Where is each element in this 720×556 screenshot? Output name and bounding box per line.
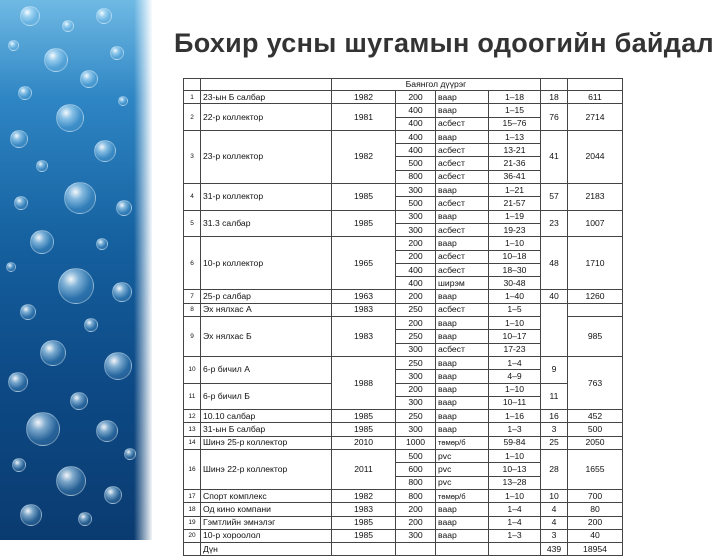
page-title: Бохир усны шугамын одоогийн байдал	[174, 28, 714, 58]
well-range: 1‒10	[489, 383, 541, 396]
year: 1982	[332, 130, 396, 183]
row-number: 10	[184, 356, 201, 383]
line-name: 22-р коллектор	[201, 104, 332, 131]
well-range: 1‒15	[489, 104, 541, 117]
material: pvc	[436, 450, 489, 463]
table-body	[184, 79, 623, 556]
well-range: 4‒9	[489, 370, 541, 383]
material: ваар	[436, 370, 489, 383]
row-number: 20	[184, 529, 201, 542]
well-range: 10‒13	[489, 463, 541, 476]
table-row	[184, 290, 623, 303]
length: 1260	[568, 290, 623, 303]
total-empty	[489, 543, 541, 556]
year: 1988	[332, 356, 396, 409]
year: 1981	[332, 104, 396, 131]
diameter: 300	[396, 343, 436, 356]
diameter: 300	[396, 396, 436, 409]
diameter: 600	[396, 463, 436, 476]
well-range: 13-21	[489, 144, 541, 157]
material: ваар	[436, 184, 489, 197]
line-name: 6-р бичил Б	[201, 383, 332, 410]
well-range: 21-36	[489, 157, 541, 170]
year: 1985	[332, 529, 396, 542]
material: ваар	[436, 290, 489, 303]
material: асбест	[436, 157, 489, 170]
table-row	[184, 516, 623, 529]
well-range: 1‒4	[489, 516, 541, 529]
wells-count: 23	[541, 210, 568, 237]
year: 1985	[332, 516, 396, 529]
total-empty	[396, 543, 436, 556]
sewer-lines-table	[183, 78, 623, 556]
length: 200	[568, 516, 623, 529]
wells-count: 9	[541, 356, 568, 383]
row-number: 17	[184, 489, 201, 502]
total-empty	[436, 543, 489, 556]
diameter: 200	[396, 250, 436, 263]
diameter: 400	[396, 277, 436, 290]
row-number: 9	[184, 317, 201, 357]
length: 80	[568, 503, 623, 516]
well-range: 1‒3	[489, 529, 541, 542]
diameter: 400	[396, 117, 436, 130]
row-number: 13	[184, 423, 201, 436]
year: 1983	[332, 303, 396, 316]
material: төмөр/б	[436, 489, 489, 502]
material: ваар	[436, 104, 489, 117]
row-number: 11	[184, 383, 201, 410]
wells-count: 4	[541, 516, 568, 529]
well-range: 19-23	[489, 223, 541, 236]
year: 1985	[332, 410, 396, 423]
material: ваар	[436, 516, 489, 529]
length: 763	[568, 356, 623, 409]
diameter: 250	[396, 303, 436, 316]
diameter: 200	[396, 317, 436, 330]
length: 985	[568, 317, 623, 357]
material: ваар	[436, 396, 489, 409]
material: ваар	[436, 356, 489, 369]
table-row	[184, 303, 623, 316]
diameter: 300	[396, 370, 436, 383]
material: ваар	[436, 330, 489, 343]
line-name: Эх нялхас Б	[201, 317, 332, 357]
year: 1982	[332, 489, 396, 502]
well-range: 1‒19	[489, 210, 541, 223]
line-name: Шинэ 22-р коллектор	[201, 450, 332, 490]
well-range: 10‒17	[489, 330, 541, 343]
diameter: 400	[396, 130, 436, 143]
well-range: 10‒11	[489, 396, 541, 409]
row-number: 7	[184, 290, 201, 303]
year: 1983	[332, 317, 396, 357]
row-number: 3	[184, 130, 201, 183]
line-name: 10-р коллектор	[201, 237, 332, 290]
diameter: 500	[396, 157, 436, 170]
wells-count: 16	[541, 410, 568, 423]
well-range: 1‒18	[489, 91, 541, 104]
material: ваар	[436, 237, 489, 250]
line-name: 31.3 салбар	[201, 210, 332, 237]
well-range: 21-57	[489, 197, 541, 210]
material: ваар	[436, 383, 489, 396]
diameter: 800	[396, 489, 436, 502]
diameter: 300	[396, 529, 436, 542]
material: асбест	[436, 117, 489, 130]
diameter: 200	[396, 383, 436, 396]
year: 1982	[332, 91, 396, 104]
well-range: 1‒10	[489, 237, 541, 250]
line-name: Од кино компани	[201, 503, 332, 516]
material: pvc	[436, 476, 489, 489]
row-number: 12	[184, 410, 201, 423]
wells-count: 76	[541, 104, 568, 131]
diameter: 200	[396, 516, 436, 529]
line-name: 10-р хороолол	[201, 529, 332, 542]
line-name: Спорт комплекс	[201, 489, 332, 502]
table-row	[184, 91, 623, 104]
line-name: 31-ын Б салбар	[201, 423, 332, 436]
material: ваар	[436, 503, 489, 516]
row-number: 18	[184, 503, 201, 516]
material: төмөр/б	[436, 436, 489, 449]
length: 40	[568, 529, 623, 542]
well-range: 59-84	[489, 436, 541, 449]
diameter: 250	[396, 330, 436, 343]
length: 1007	[568, 210, 623, 237]
well-range: 1‒4	[489, 356, 541, 369]
header-empty	[541, 79, 568, 91]
diameter: 300	[396, 210, 436, 223]
year: 2011	[332, 450, 396, 490]
total-empty	[332, 543, 396, 556]
diameter: 200	[396, 237, 436, 250]
material: ваар	[436, 423, 489, 436]
well-range: 1‒3	[489, 423, 541, 436]
table-row	[184, 503, 623, 516]
well-range: 36-41	[489, 170, 541, 183]
line-name: 25-р салбар	[201, 290, 332, 303]
well-range: 1‒10	[489, 450, 541, 463]
well-range: 1‒16	[489, 410, 541, 423]
year: 1963	[332, 290, 396, 303]
diameter: 250	[396, 356, 436, 369]
length: 2714	[568, 104, 623, 131]
header-empty	[201, 79, 332, 91]
material: ваар	[436, 210, 489, 223]
row-number: 19	[184, 516, 201, 529]
wells-count: 10	[541, 489, 568, 502]
table-header-row	[184, 79, 623, 91]
length: 452	[568, 410, 623, 423]
material: pvc	[436, 463, 489, 476]
year: 2010	[332, 436, 396, 449]
well-range: 1‒4	[489, 503, 541, 516]
row-number: 6	[184, 237, 201, 290]
material: ширэм	[436, 277, 489, 290]
line-name: Эх нялхас А	[201, 303, 332, 316]
length	[568, 303, 623, 316]
well-range: 30-48	[489, 277, 541, 290]
material: ваар	[436, 130, 489, 143]
year: 1985	[332, 184, 396, 211]
diameter: 250	[396, 410, 436, 423]
line-name: 31-р коллектор	[201, 184, 332, 211]
material: ваар	[436, 317, 489, 330]
wells-count: 4	[541, 503, 568, 516]
wells-count: 25	[541, 436, 568, 449]
diameter: 800	[396, 476, 436, 489]
table-row	[184, 383, 623, 396]
diameter: 400	[396, 263, 436, 276]
line-name: Гэмтлийн эмнэлэг	[201, 516, 332, 529]
well-range: 1‒10	[489, 489, 541, 502]
well-range: 1‒21	[489, 184, 541, 197]
wells-count	[541, 303, 568, 356]
well-range: 1‒40	[489, 290, 541, 303]
table-row	[184, 436, 623, 449]
total-length: 18954	[568, 543, 623, 556]
row-number: 4	[184, 184, 201, 211]
line-name: 6-р бичил А	[201, 356, 332, 383]
table-row	[184, 184, 623, 197]
well-range: 1‒10	[489, 317, 541, 330]
length: 2183	[568, 184, 623, 211]
length: 700	[568, 489, 623, 502]
wells-count: 48	[541, 237, 568, 290]
length: 500	[568, 423, 623, 436]
line-name: 23-ын Б салбар	[201, 91, 332, 104]
line-name: 23-р коллектор	[201, 130, 332, 183]
table-row	[184, 410, 623, 423]
table-row	[184, 104, 623, 117]
well-range: 17-23	[489, 343, 541, 356]
total-wells: 439	[541, 543, 568, 556]
length: 2050	[568, 436, 623, 449]
material: асбест	[436, 197, 489, 210]
wells-count: 11	[541, 383, 568, 410]
row-number: 16	[184, 450, 201, 490]
table-row	[184, 529, 623, 542]
material: ваар	[436, 410, 489, 423]
table-row	[184, 489, 623, 502]
well-range: 18‒30	[489, 263, 541, 276]
well-range: 10‒18	[489, 250, 541, 263]
well-range: 1‒5	[489, 303, 541, 316]
row-number: 2	[184, 104, 201, 131]
total-empty	[184, 543, 201, 556]
diameter: 1000	[396, 436, 436, 449]
row-number: 8	[184, 303, 201, 316]
wells-count: 28	[541, 450, 568, 490]
length: 1655	[568, 450, 623, 490]
diameter: 400	[396, 144, 436, 157]
row-number: 1	[184, 91, 201, 104]
total-label: Дүн	[201, 543, 332, 556]
wells-count: 41	[541, 130, 568, 183]
year: 1985	[332, 423, 396, 436]
well-range: 13‒28	[489, 476, 541, 489]
diameter: 300	[396, 223, 436, 236]
material: асбест	[436, 144, 489, 157]
well-range: 1‒13	[489, 130, 541, 143]
diameter: 300	[396, 184, 436, 197]
diameter: 200	[396, 91, 436, 104]
diameter: 800	[396, 170, 436, 183]
year: 1985	[332, 210, 396, 237]
header-empty	[568, 79, 623, 91]
row-number: 14	[184, 436, 201, 449]
diameter: 300	[396, 423, 436, 436]
table-row	[184, 423, 623, 436]
year: 1965	[332, 237, 396, 290]
material: асбест	[436, 170, 489, 183]
diameter: 400	[396, 104, 436, 117]
table-row	[184, 237, 623, 250]
wells-count: 18	[541, 91, 568, 104]
line-name: Шинэ 25-р коллектор	[201, 436, 332, 449]
length: 611	[568, 91, 623, 104]
material: асбест	[436, 303, 489, 316]
well-range: 15‒76	[489, 117, 541, 130]
length: 2044	[568, 130, 623, 183]
district-header: Баянгол дүүрэг	[332, 79, 541, 91]
material: ваар	[436, 529, 489, 542]
diameter: 200	[396, 290, 436, 303]
table-row	[184, 210, 623, 223]
total-row	[184, 543, 623, 556]
length: 1710	[568, 237, 623, 290]
wells-count: 40	[541, 290, 568, 303]
diameter: 500	[396, 197, 436, 210]
table-row	[184, 130, 623, 143]
table-row	[184, 356, 623, 369]
wells-count: 3	[541, 423, 568, 436]
material: асбест	[436, 263, 489, 276]
year: 1983	[332, 503, 396, 516]
material: асбест	[436, 343, 489, 356]
header-empty	[184, 79, 201, 91]
material: ваар	[436, 91, 489, 104]
wells-count: 57	[541, 184, 568, 211]
line-name: 10.10 салбар	[201, 410, 332, 423]
material: асбест	[436, 250, 489, 263]
table-row	[184, 450, 623, 463]
row-number: 5	[184, 210, 201, 237]
wells-count: 3	[541, 529, 568, 542]
diameter: 200	[396, 503, 436, 516]
diameter: 500	[396, 450, 436, 463]
material: асбест	[436, 223, 489, 236]
water-bubbles-image	[0, 0, 152, 540]
